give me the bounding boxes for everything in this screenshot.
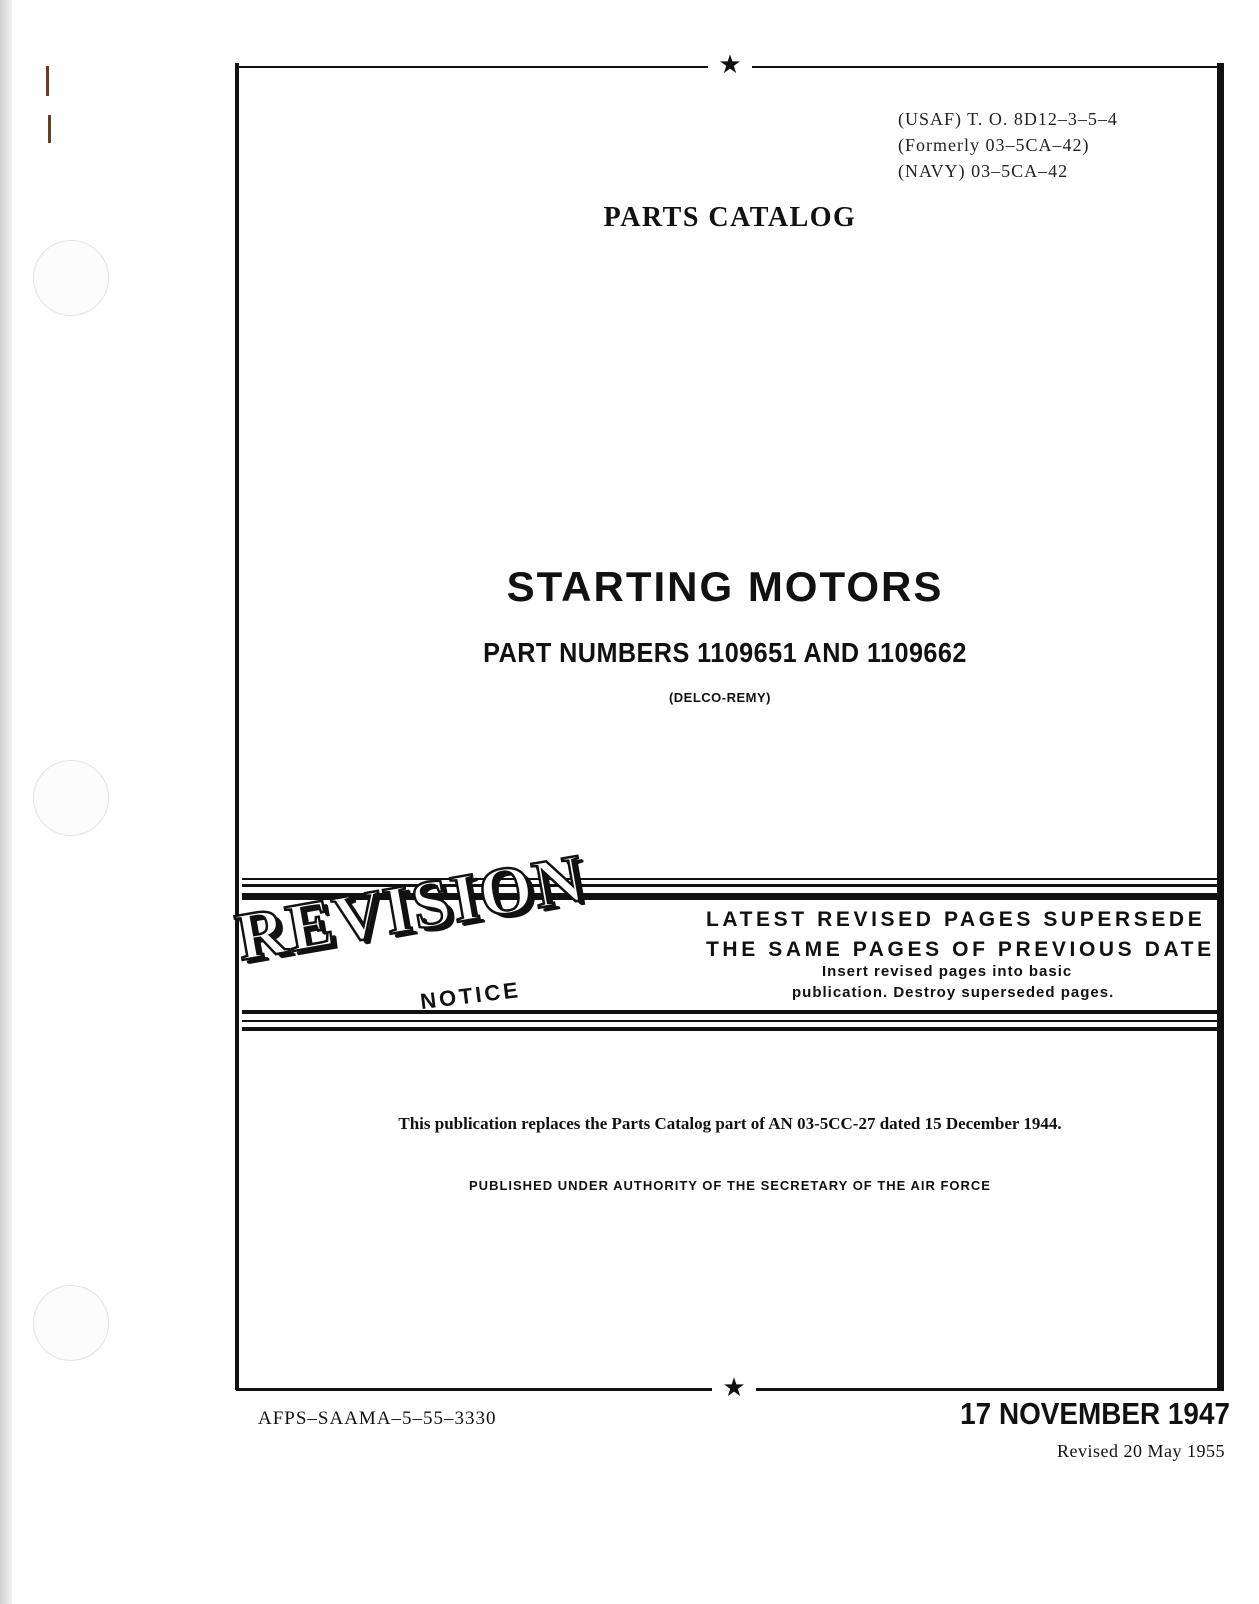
revision-line-2: THE SAME PAGES OF PREVIOUS DATE xyxy=(706,938,1215,961)
manufacturer-label: (DELCO-REMY) xyxy=(668,690,772,705)
star-icon: ★ xyxy=(712,1373,756,1403)
authority-statement: PUBLISHED UNDER AUTHORITY OF THE SECRETARY OF THE AIR FORCE xyxy=(469,1178,991,1193)
to-navy: (NAVY) 03–5CA–42 xyxy=(898,161,1069,181)
document-title: STARTING MOTORS xyxy=(506,563,944,610)
punch-hole xyxy=(33,1285,109,1361)
document-subtitle: PART NUMBERS 1109651 AND 1109662 xyxy=(483,637,967,668)
revision-notice-stamp xyxy=(230,839,694,1028)
notice-word: NOTICE xyxy=(418,976,523,1015)
replaces-statement: This publication replaces the Parts Catalog part of AN 03-5CC-27 dated 15 December 1944. xyxy=(398,1114,1062,1133)
revision-line-1: LATEST REVISED PAGES SUPERSEDE xyxy=(706,908,1206,931)
binding-mark xyxy=(48,115,51,143)
print-code: AFPS–SAAMA–5–55–3330 xyxy=(258,1408,497,1429)
document-heading: PARTS CATALOG xyxy=(603,202,857,233)
frame-right-rule xyxy=(1217,63,1224,1390)
revision-line-3: Insert revised pages into basic xyxy=(822,963,1073,980)
to-formerly: (Formerly 03–5CA–42) xyxy=(898,135,1090,155)
punch-hole xyxy=(33,760,109,836)
punch-hole xyxy=(33,240,109,316)
revised-date: Revised 20 May 1955 xyxy=(1057,1441,1225,1461)
revision-line-4: publication. Destroy superseded pages. xyxy=(792,984,1115,1001)
revision-word: REVISION xyxy=(230,839,591,976)
binding-mark xyxy=(46,66,49,96)
technical-order-numbers xyxy=(898,106,1198,184)
frame-left-rule xyxy=(235,63,239,1390)
publication-date: 17 NOVEMBER 1947 xyxy=(960,1396,1230,1431)
page-left-edge xyxy=(0,0,12,1604)
star-icon: ★ xyxy=(708,50,752,80)
to-usaf: (USAF) T. O. 8D12–3–5–4 xyxy=(898,109,1118,129)
